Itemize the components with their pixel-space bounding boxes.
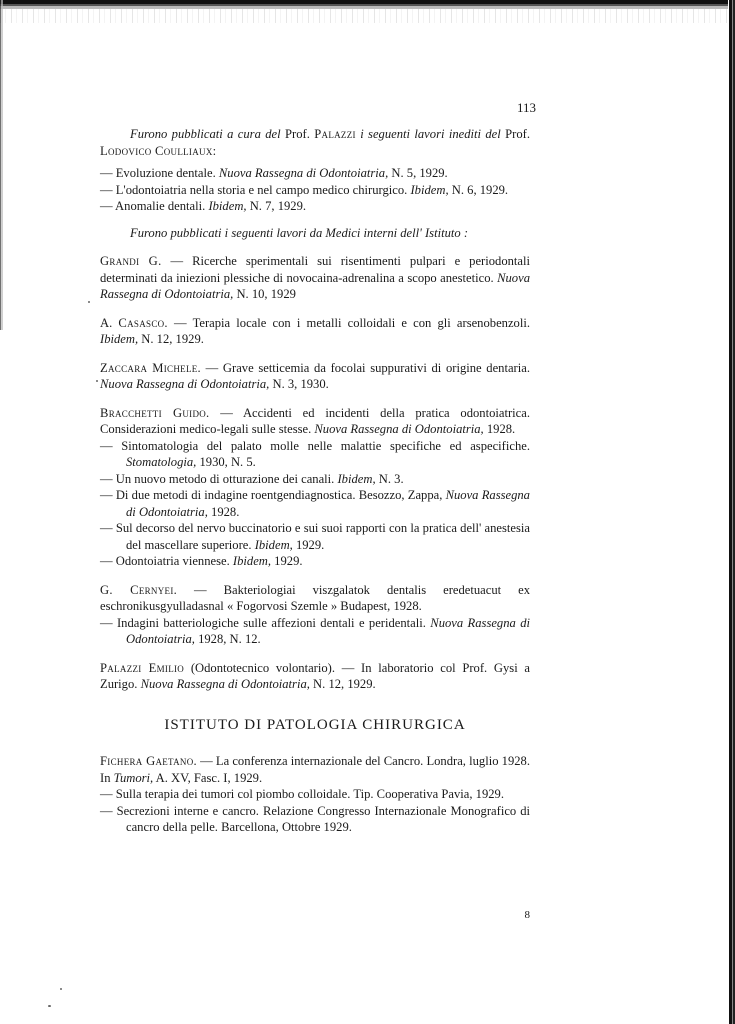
list-item: — Secrezioni interne e cancro. Relazione Congresso Internazionale Monografico di cancro della pelle. Barcellona, Ottobre 1929. xyxy=(100,803,530,834)
entry-bracchetti: Bracchetti Guido. — Accidenti ed incidenti della pratica odontoiatrica. Considerazioni medico-legali sulle stesse. Nuova Rassegna di Odontoiatria, 1928. xyxy=(100,405,531,436)
list-item: — Evoluzione dentale. Nuova Rassegna di Odontoiatria, N. 5, 1929. xyxy=(100,166,448,180)
author-name: Fichera Gaetano. xyxy=(100,754,197,768)
page-number: 113 xyxy=(516,100,536,115)
section-heading: ISTITUTO DI PATOLOGIA CHIRURGICA xyxy=(164,716,466,733)
author-name: Bracchetti Guido. xyxy=(100,405,210,420)
list-item: — L'odontoiatria nella storia e nel campo medico chirurgico. Ibidem, N. 6, 1929. xyxy=(100,182,509,197)
entry-grandi: Grandi G. — Ricerche sperimentali sui risentimenti pulpari e periodontali determinati da iniezioni plessiche di novocaina-adrenalina a scopo anestetico. Nuova Rassegna di Odontoiatria, N. 10, 1929 xyxy=(100,254,531,301)
list-item: — Di due metodi di indagine roentgendiagnostica. Besozzo, Zappa, Nuova Rassegna di Odontoiatria, 1928. xyxy=(100,488,530,519)
entry-zaccara: Zaccara Michele. — Grave setticemia da focolai suppurativi di origine dentaria. Nuova Rassegna di Odontoiatria, N. 3, 1930. xyxy=(100,360,530,391)
couillaux-list xyxy=(100,165,530,215)
intro-text: i seguenti lavori inediti del xyxy=(360,127,501,141)
scan-right-edge xyxy=(728,0,735,1024)
fichera-list xyxy=(100,786,530,836)
scan-top-fringe xyxy=(0,9,735,23)
author-name: Lodovico Coulliaux xyxy=(100,143,213,158)
prof-title: Prof. xyxy=(505,127,530,141)
author-name: Palazzi xyxy=(314,127,356,141)
prof-title: Prof. xyxy=(285,127,310,141)
intro-text: Furono pubblicati a cura del xyxy=(130,127,281,141)
scan-speck xyxy=(96,380,98,382)
entry-palazzi: Palazzi Emilio (Odontotecnico volontario). — In laboratorio col Prof. Gysi a Zurigo. Nuova Rassegna di Odontoiatria, N. 12, 1929. xyxy=(100,660,531,691)
signature-mark: 8 xyxy=(524,909,530,921)
author-name: Grandi G. xyxy=(100,254,162,268)
entry-casasco: A. Casasco. — Terapia locale con i metalli colloidali e con gli arsenobenzoli. Ibidem, N. 12, 1929. xyxy=(100,315,530,346)
author-name: Zaccara Michele. xyxy=(100,360,201,375)
entry-fichera: Fichera Gaetano. — La conferenza internazionale del Cancro. Londra, luglio 1928. In Tumori, A. XV, Fasc. I, 1929. xyxy=(100,754,531,785)
page-body xyxy=(100,126,530,836)
scan-top-edge xyxy=(0,0,735,9)
cernyei-list xyxy=(100,615,530,648)
scan-speck xyxy=(48,1005,51,1007)
list-item: — Sintomatologia del palato molle nelle malattie specifiche ed aspecifiche. Stomatologia, 1930, N. 5. xyxy=(100,438,530,469)
list-item: — Sul decorso del nervo buccinatorio e sui suoi rapporti con la pratica dell' anestesia del mascellare superiore. Ibidem, 1929. xyxy=(100,521,530,552)
list-item: — Odontoiatria viennese. Ibidem, 1929. xyxy=(100,554,303,568)
author-name: Palazzi Emilio xyxy=(100,660,185,675)
scan-speck xyxy=(60,988,62,990)
punctuation: : xyxy=(212,143,217,158)
intro-interni: Furono pubblicati i seguenti lavori da Medici interni dell' Istituto : xyxy=(130,225,469,240)
scan-speck xyxy=(88,301,90,303)
intro-couillaux xyxy=(100,126,530,159)
author-name: G. Cernyei. xyxy=(100,582,178,597)
entry-cernyei: G. Cernyei. — Bakteriologiai viszgalatok dentalis eredetuacut ex eschronikusgyulladasnal « Fogorvosi Szemle » Budapest, 1928. xyxy=(100,582,530,613)
list-item: — Anomalie dentali. Ibidem, N. 7, 1929. xyxy=(100,199,307,213)
list-item: — Sulla terapia dei tumori col piombo colloidale. Tip. Cooperativa Pavia, 1929. xyxy=(100,787,504,801)
bracchetti-list xyxy=(100,438,530,570)
list-item: — Indagini batteriologiche sulle affezioni dentali e peridentali. Nuova Rassegna di Odontoiatria, 1928, N. 12. xyxy=(100,615,531,646)
scan-left-edge xyxy=(0,0,3,330)
author-name: Casasco. xyxy=(118,315,168,330)
list-item: — Un nuovo metodo di otturazione dei canali. Ibidem, N. 3. xyxy=(100,471,404,486)
